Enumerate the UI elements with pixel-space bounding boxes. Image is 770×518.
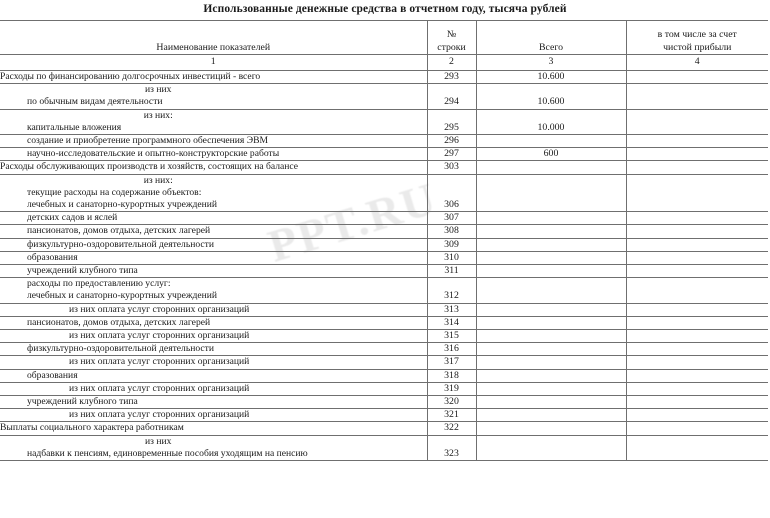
- row-label-cell: [0, 212, 427, 225]
- row-label-cell: [0, 369, 427, 382]
- row-number-cell: 293: [427, 71, 476, 84]
- table-row: [0, 109, 768, 134]
- row-total-cell: [476, 303, 626, 316]
- row-total-cell: [476, 356, 626, 369]
- row-label-line: из них:: [143, 109, 173, 121]
- table-row: [0, 212, 768, 225]
- row-number-cell: 307: [427, 212, 476, 225]
- row-label-cell: [0, 135, 427, 148]
- row-net-profit-cell: [626, 303, 768, 316]
- table-row: [0, 174, 768, 212]
- table-head: [0, 21, 768, 71]
- row-net-profit-cell: [626, 422, 768, 435]
- row-label-line: создание и приобретение программного обеспечения ЭВМ: [27, 135, 269, 147]
- row-label-line: физкультурно-оздоровительной деятельности: [27, 238, 214, 250]
- row-label-line: Расходы по финансированию долгосрочных инвестиций - всего: [0, 71, 261, 82]
- row-label-cell: [0, 265, 427, 278]
- row-label-cell: [0, 251, 427, 264]
- column-number-1: 1: [0, 55, 427, 71]
- table-row: [0, 278, 768, 303]
- row-net-profit-cell: [626, 71, 768, 84]
- table-row: [0, 435, 768, 460]
- row-label-line: из них оплата услуг сторонних организаций: [69, 303, 250, 315]
- table-row: [0, 238, 768, 251]
- table-row: [0, 422, 768, 435]
- row-total-cell: [476, 435, 626, 460]
- ppt-ru-watermark: PPT.RU: [262, 172, 444, 272]
- row-net-profit-cell: [626, 84, 768, 109]
- row-net-profit-cell: [626, 225, 768, 238]
- row-number-cell: 295: [427, 109, 476, 134]
- table-row: [0, 330, 768, 343]
- row-label-line: из них:: [143, 174, 173, 186]
- row-total-cell: [476, 251, 626, 264]
- header-net-profit-line1: в том числе за счет: [657, 29, 737, 40]
- column-number-2: 2: [427, 55, 476, 71]
- row-number-cell: 317: [427, 356, 476, 369]
- row-number-cell: 296: [427, 135, 476, 148]
- row-net-profit-cell: [626, 265, 768, 278]
- row-label-cell: [0, 316, 427, 329]
- row-total-cell: [476, 330, 626, 343]
- row-net-profit-cell: [626, 330, 768, 343]
- row-label-line: Расходы обслуживающих производств и хозяйств, состоящих на балансе: [0, 161, 299, 173]
- row-net-profit-cell: [626, 369, 768, 382]
- row-number-cell: 311: [427, 265, 476, 278]
- header-row-number-line1: №: [446, 29, 457, 40]
- row-net-profit-cell: [626, 148, 768, 161]
- row-number-cell: 309: [427, 238, 476, 251]
- table-row: [0, 316, 768, 329]
- row-net-profit-cell: [626, 343, 768, 356]
- row-net-profit-cell: [626, 135, 768, 148]
- row-total-cell: [476, 212, 626, 225]
- row-label-cell: [0, 409, 427, 422]
- row-label-cell: [0, 303, 427, 316]
- row-net-profit-cell: [626, 161, 768, 174]
- table-row: [0, 148, 768, 161]
- row-label-line: физкультурно-оздоровительной деятельности: [27, 343, 214, 355]
- table-row: [0, 396, 768, 409]
- row-number-cell: 310: [427, 251, 476, 264]
- row-label-cell: [0, 109, 427, 134]
- column-number-4: 4: [626, 55, 768, 71]
- row-label-line: образования: [27, 369, 78, 381]
- row-label-line: по обычным видам деятельности: [27, 96, 163, 108]
- row-total-cell: 10.000: [476, 109, 626, 134]
- row-number-cell: 321: [427, 409, 476, 422]
- row-number-cell: 303: [427, 161, 476, 174]
- table-row: [0, 356, 768, 369]
- row-label-cell: [0, 382, 427, 395]
- row-total-cell: 10.600: [476, 84, 626, 109]
- row-label-line: из них: [145, 84, 172, 96]
- row-label-cell: [0, 148, 427, 161]
- row-number-cell: 308: [427, 225, 476, 238]
- row-net-profit-cell: [626, 109, 768, 134]
- row-number-cell: 323: [427, 435, 476, 460]
- row-label-line: образования: [27, 251, 78, 263]
- row-net-profit-cell: [626, 435, 768, 460]
- row-total-cell: [476, 265, 626, 278]
- row-net-profit-cell: [626, 174, 768, 212]
- table-row: [0, 135, 768, 148]
- header-name: Наименование показателей: [0, 21, 427, 55]
- row-net-profit-cell: [626, 409, 768, 422]
- row-total-cell: 600: [476, 148, 626, 161]
- row-total-cell: [476, 343, 626, 356]
- row-label-line: пансионатов, домов отдыха, детских лагерей: [27, 316, 211, 328]
- row-label-line: лечебных и санаторно-курортных учреждений: [27, 290, 218, 302]
- table-row: [0, 265, 768, 278]
- table-row: [0, 161, 768, 174]
- row-net-profit-cell: [626, 382, 768, 395]
- row-label-cell: [0, 356, 427, 369]
- row-total-cell: [476, 135, 626, 148]
- row-label-cell: [0, 343, 427, 356]
- row-number-cell: 294: [427, 84, 476, 109]
- row-label-line: Выплаты социального характера работникам: [0, 422, 184, 434]
- row-label-line: учреждений клубного типа: [27, 265, 138, 277]
- row-total-cell: [476, 409, 626, 422]
- row-total-cell: [476, 382, 626, 395]
- header-net-profit-line2: чистой прибыли: [663, 42, 732, 53]
- row-total-cell: [476, 422, 626, 435]
- row-total-cell: [476, 161, 626, 174]
- row-label-cell: [0, 435, 427, 460]
- row-total-cell: [476, 278, 626, 303]
- row-label-cell: [0, 161, 427, 174]
- table-row: [0, 225, 768, 238]
- table-row: [0, 71, 768, 84]
- row-number-cell: 314: [427, 316, 476, 329]
- row-label-line: из них оплата услуг сторонних организаций: [69, 356, 250, 368]
- header-row: [0, 21, 768, 55]
- row-total-cell: [476, 316, 626, 329]
- row-net-profit-cell: [626, 278, 768, 303]
- row-number-cell: 320: [427, 396, 476, 409]
- table-row: [0, 409, 768, 422]
- header-row-number-line2: строки: [437, 42, 466, 53]
- table-row: [0, 369, 768, 382]
- row-net-profit-cell: [626, 396, 768, 409]
- row-net-profit-cell: [626, 316, 768, 329]
- row-label-cell: [0, 71, 427, 84]
- row-number-cell: 315: [427, 330, 476, 343]
- header-row-number: [427, 21, 476, 55]
- row-net-profit-cell: [626, 356, 768, 369]
- row-label-line: из них оплата услуг сторонних организаций: [69, 330, 250, 342]
- row-label-cell: [0, 422, 427, 435]
- row-total-cell: [476, 174, 626, 212]
- row-total-cell: 10.600: [476, 71, 626, 84]
- row-number-cell: 319: [427, 382, 476, 395]
- row-label-line: учреждений клубного типа: [27, 396, 138, 408]
- row-number-cell: 297: [427, 148, 476, 161]
- row-label-line: лечебных и санаторно-курортных учреждений: [27, 199, 218, 211]
- row-number-cell: 306: [427, 174, 476, 212]
- row-net-profit-cell: [626, 212, 768, 225]
- row-number-cell: 313: [427, 303, 476, 316]
- row-label-cell: [0, 396, 427, 409]
- table-row: [0, 343, 768, 356]
- row-total-cell: [476, 396, 626, 409]
- financial-table: [0, 20, 768, 461]
- row-label-line: капитальные вложения: [27, 121, 122, 133]
- row-label-cell: [0, 330, 427, 343]
- page-title: Использованные денежные средства в отчетном году, тысяча рублей: [203, 3, 567, 15]
- column-number-3: 3: [476, 55, 626, 71]
- row-total-cell: [476, 238, 626, 251]
- row-label-line: детских садов и яслей: [27, 212, 118, 224]
- row-label-cell: [0, 225, 427, 238]
- header-net-profit: [626, 21, 768, 55]
- row-label-line: текущие расходы на содержание объектов:: [27, 186, 202, 198]
- row-label-line: научно-исследовательские и опытно-конструкторские работы: [27, 148, 280, 160]
- row-net-profit-cell: [626, 238, 768, 251]
- row-net-profit-cell: [626, 251, 768, 264]
- row-label-line: из них: [145, 435, 172, 447]
- row-number-cell: 316: [427, 343, 476, 356]
- table-row: [0, 84, 768, 109]
- row-number-cell: 322: [427, 422, 476, 435]
- row-total-cell: [476, 369, 626, 382]
- row-total-cell: [476, 225, 626, 238]
- table-row: [0, 382, 768, 395]
- table-row: [0, 303, 768, 316]
- table-body: [0, 71, 768, 461]
- row-label-cell: [0, 174, 427, 212]
- table-row: [0, 251, 768, 264]
- row-label-line: расходы по предоставлению услуг:: [27, 278, 171, 290]
- row-number-cell: 318: [427, 369, 476, 382]
- row-label-line: из них оплата услуг сторонних организаций: [69, 409, 250, 421]
- row-number-cell: 312: [427, 278, 476, 303]
- header-total: Всего: [476, 21, 626, 55]
- row-label-cell: [0, 238, 427, 251]
- row-label-line: пансионатов, домов отдыха, детских лагерей: [27, 225, 211, 237]
- row-label-line: из них оплата услуг сторонних организаций: [69, 382, 250, 394]
- row-label-line: надбавки к пенсиям, единовременные пособия уходящим на пенсию: [27, 447, 308, 459]
- row-label-cell: [0, 84, 427, 109]
- row-label-cell: [0, 278, 427, 303]
- column-number-row: [0, 55, 768, 71]
